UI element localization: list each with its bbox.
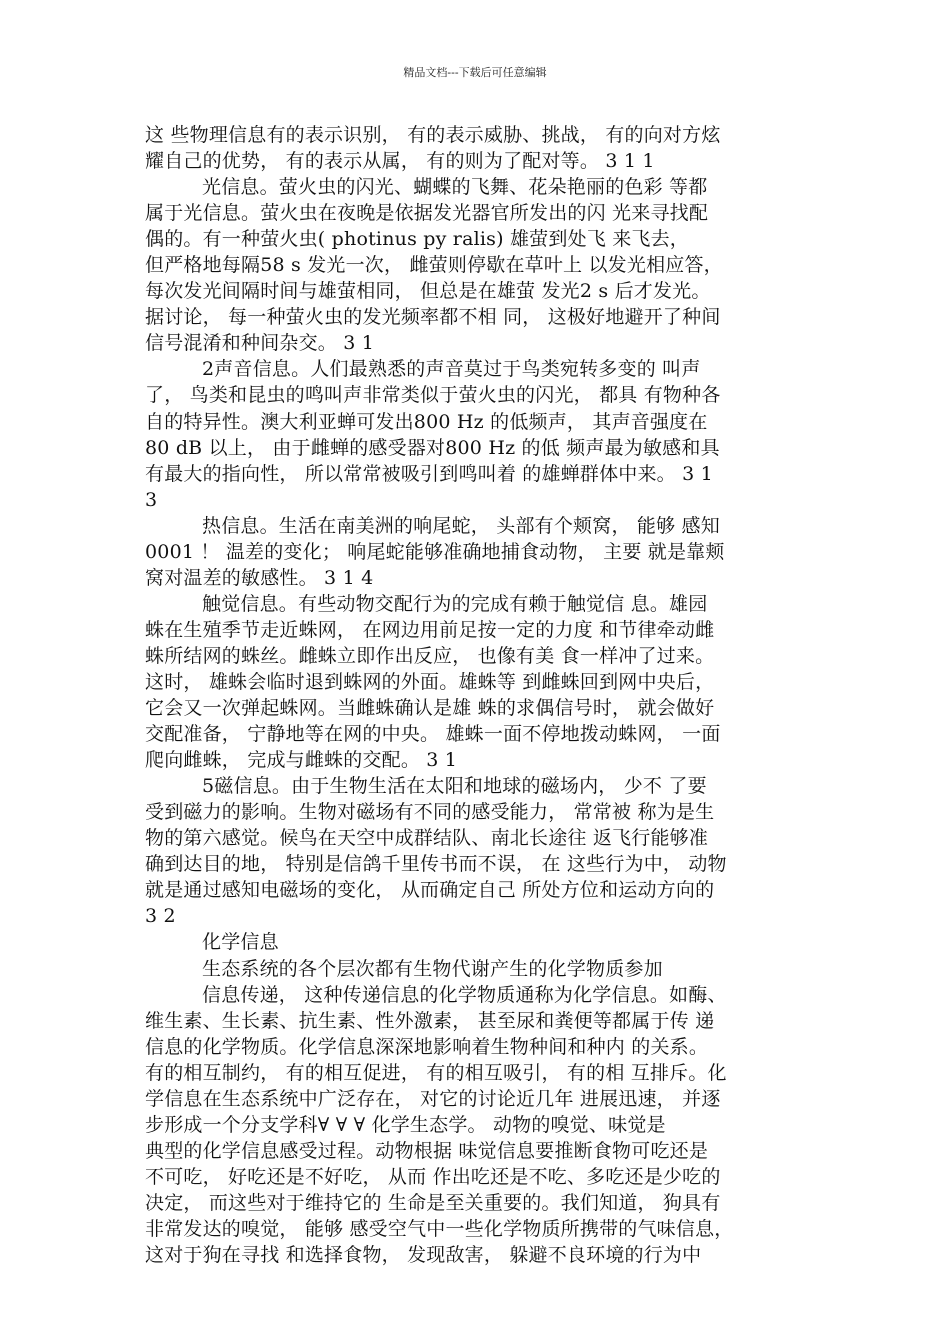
text-line: 不可吃， 好吃还是不好吃， 从而 作出吃还是不吃、多吃还是少吃的 [145, 1165, 721, 1188]
text-line: 维生素、生长素、抗生素、性外激素， 甚至尿和粪便等都属于传 递 [145, 1009, 715, 1032]
text-line: 3 2 [145, 905, 176, 928]
text-line: 典型的化学信息感受过程。动物根据 味觉信息要推断食物可吃还是 [145, 1139, 709, 1162]
document-body [145, 122, 835, 1268]
text-line: 有的相互制约， 有的相互促进， 有的相互吸引， 有的相 互排斥。化 [145, 1061, 727, 1084]
text-line: 光信息。萤火虫的闪光、蝴蝶的飞舞、花朵艳丽的色彩 等都 [202, 176, 708, 199]
text-line: 触觉信息。有些动物交配行为的完成有赖于触觉信 息。雄园 [202, 592, 708, 615]
text-line: 耀自己的优势， 有的表示从属， 有的则为了配对等。 3 1 1 [145, 150, 655, 173]
text-line: 信息传递， 这种传递信息的化学物质通称为化学信息。如酶、 [202, 983, 727, 1006]
text-line: 据讨论， 每一种萤火虫的发光频率都不相 同， 这极好地避开了种间 [145, 306, 721, 329]
text-line: 这时， 雄蛛会临时退到蛛网的外面。雄蛛等 到雌蛛回到网中央后， [145, 670, 715, 693]
text-line: 信息的化学物质。化学信息深深地影响着生物种间和种内 的关系。 [145, 1035, 709, 1058]
text-line: 物的第六感觉。候鸟在天空中成群结队、南北长途往 返飞行能够准 [145, 827, 709, 850]
page-header: 精品文档---下载后可任意编辑 [403, 66, 547, 79]
text-line: 交配准备， 宁静地等在网的中央。 雄蛛一面不停地拨动蛛网， 一面 [145, 723, 721, 746]
text-line: 80 dB 以上， 由于雌蝉的感受器对800 Hz 的低 频声最为敏感和具 [145, 436, 720, 459]
text-line: 这对于狗在寻找 和选择食物， 发现敌害， 躲避不良环境的行为中 [145, 1244, 702, 1267]
text-line: 偶的。有一种萤火虫( photinus py ralis) 雄萤到处飞 来飞去， [145, 228, 690, 251]
text-line: 窝对温差的敏感性。 3 1 4 [145, 566, 374, 589]
text-line: 蛛在生殖季节走近蛛网， 在网边用前足按一定的力度 和节律牵动雌 [145, 618, 715, 641]
text-line: 热信息。生活在南美洲的响尾蛇， 头部有个颊窝， 能够 感知 [202, 514, 720, 537]
text-line: 学信息在生态系统中广泛存在， 对它的讨论近几年 进展迅速， 并逐 [145, 1087, 721, 1110]
text-line: 了， 鸟类和昆虫的鸣叫声非常类似于萤火虫的闪光， 都具 有物种各 [145, 384, 721, 407]
text-line: 步形成一个分支学科∀ ∀ ∀ 化学生态学。 动物的嗅觉、味觉是 [145, 1113, 666, 1136]
text-line: 自的特异性。澳大利亚蝉可发出800 Hz 的低频声， 其声音强度在 [145, 410, 708, 433]
text-line: 决定， 而这些对于维持它的 生命是至关重要的。我们知道， 狗具有 [145, 1191, 721, 1214]
text-line: 5磁信息。由于生物生活在太阳和地球的磁场内， 少不 了要 [202, 775, 707, 798]
text-line: 3 [145, 488, 158, 511]
text-line: 信号混淆和种间杂交。 3 1 [145, 332, 375, 355]
text-line: 非常发达的嗅觉， 能够 感受空气中一些化学物质所携带的气味信息， [145, 1217, 734, 1240]
text-line: 爬向雌蛛， 完成与雌蛛的交配。 3 1 [145, 749, 458, 772]
text-line: 每次发光间隔时间与雄萤相同， 但总是在雄萤 发光2 s 后才发光。 [145, 280, 711, 303]
text-line: 这 些物理信息有的表示识别， 有的表示威胁、挑战， 有的向对方炫 [145, 124, 721, 146]
text-line: 确到达目的地， 特别是信鸽千里传书而不误， 在 这些行为中， 动物 [145, 853, 727, 876]
text-line: 生态系统的各个层次都有生物代谢产生的化学物质参加 [202, 957, 663, 980]
text-line: 有最大的指向性， 所以常常被吸引到鸣叫着 的雄蝉群体中来。 3 1 [145, 462, 713, 485]
text-line: 它会又一次弹起蛛网。当雌蛛确认是雄 蛛的求偶信号时， 就会做好 [145, 697, 715, 720]
text-line: 就是通过感知电磁场的变化， 从而确定自己 所处方位和运动方向的 [145, 879, 715, 902]
text-line: 但严格地每隔58 s 发光一次， 雌萤则停歇在草叶上 以发光相应答， [145, 254, 723, 277]
text-line: 0001 ！ 温差的变化； 响尾蛇能够准确地捕食动物， 主要 就是靠颊 [145, 540, 725, 563]
text-line: 属于光信息。萤火虫在夜晚是依据发光器官所发出的闪 光来寻找配 [145, 202, 709, 225]
text-line: 受到磁力的影响。生物对磁场有不同的感受能力， 常常被 称为是生 [145, 801, 715, 824]
text-line: 蛛所结网的蛛丝。雌蛛立即作出反应， 也像有美 食一样冲了过来。 [145, 644, 715, 667]
text-line: 化学信息 [202, 931, 279, 954]
text-line: 2声音信息。人们最熟悉的声音莫过于鸟类宛转多变的 叫声 [202, 358, 701, 381]
